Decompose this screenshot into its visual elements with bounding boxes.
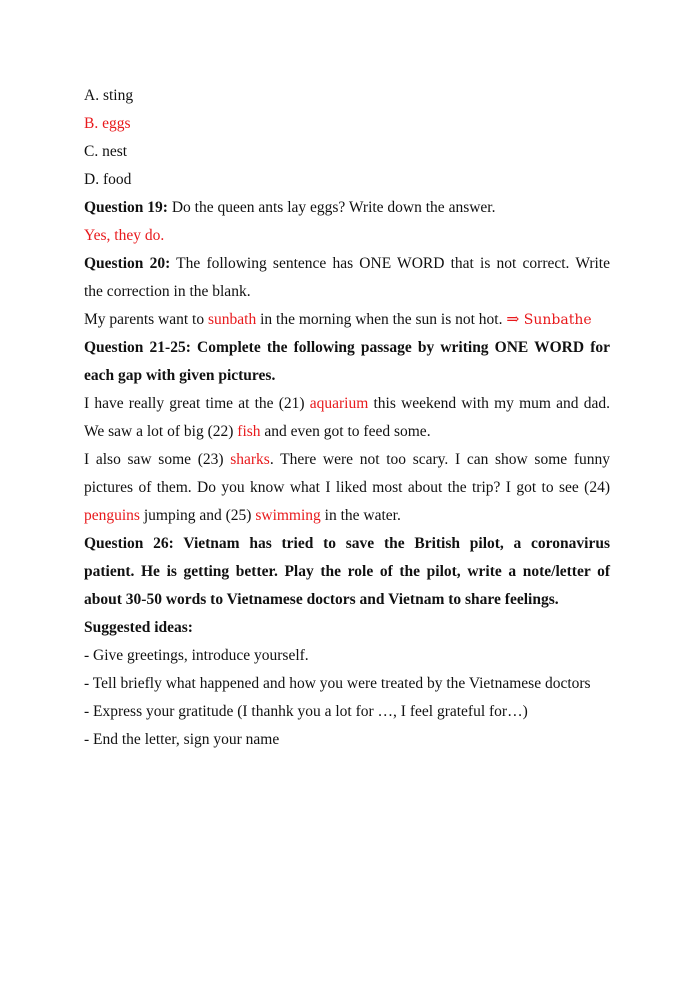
document-page [84,82,610,754]
question-21-25-heading-cont: each gap with given pictures. [84,367,276,384]
option-b-answer: B. eggs [84,115,131,132]
passage-text: and even got to feed some. [260,423,431,440]
suggested-ideas-heading: Suggested ideas: [84,619,193,636]
idea-item: - End the letter, sign your name [84,731,280,748]
idea-item: - Express your gratitude (I thanhk you a lot for …, I feel grateful for…) [84,703,528,720]
idea-item: - Tell briefly what happened and how you were treated by the Vietnamese doctors [84,675,591,692]
passage-text: in the water. [320,507,401,524]
answer-25: swimming [255,507,321,524]
passage-line-3 [84,446,610,474]
answer-24: penguins [84,507,140,524]
question-20-text-cont: the correction in the blank. [84,283,251,300]
question-26-line-2: patient. He is getting better. Play the role of the pilot, write a note/letter of [84,563,610,580]
passage-line-4: pictures of them. Do you know what I liked most about the trip? I got to see (24) [84,479,610,496]
correction-answer: Sunbathe [519,312,592,328]
option-a: A. sting [84,87,134,104]
question-19-answer: Yes, they do. [84,227,165,244]
sentence-post: in the morning when the sun is not hot. [256,311,507,328]
answer-21: aquarium [309,395,369,412]
question-20-text: The following sentence has ONE WORD that is not correct. Write [170,255,610,272]
question-26-line-1: Question 26: Vietnam has tried to save the British pilot, a coronavirus [84,535,610,552]
passage-line-1 [84,390,610,418]
passage-text: . There were not too scary. I can show some funny [269,451,611,468]
option-d: D. food [84,171,132,188]
passage-line-5 [84,502,610,530]
question-20 [84,250,610,278]
answer-23: sharks [230,451,270,468]
arrow-icon: ⇒ [506,311,520,328]
question-19-label: Question 19: [84,199,168,216]
passage-text: jumping and (25) [139,507,256,524]
sentence-pre: My parents want to [84,311,208,328]
passage-text: I also saw some (23) [84,451,231,468]
idea-item: - Give greetings, introduce yourself. [84,647,309,664]
passage-line-2 [84,418,610,446]
sentence-error-word: sunbath [207,311,257,328]
question-19 [84,194,610,222]
option-c: C. nest [84,143,128,160]
passage-text: this weekend with my mum and dad. [368,395,610,412]
answer-22: fish [237,423,261,440]
question-20-label: Question 20: [84,255,171,272]
question-21-25-heading: Question 21-25: Complete the following passage by writing ONE WORD for [84,339,610,356]
question-26-line-3: about 30-50 words to Vietnamese doctors and Vietnam to share feelings. [84,591,559,608]
question-19-text: Do the queen ants lay eggs? Write down the answer. [167,199,496,216]
passage-text: I have really great time at the (21) [84,395,310,412]
passage-text: We saw a lot of big (22) [84,423,238,440]
question-20-sentence [84,306,610,334]
